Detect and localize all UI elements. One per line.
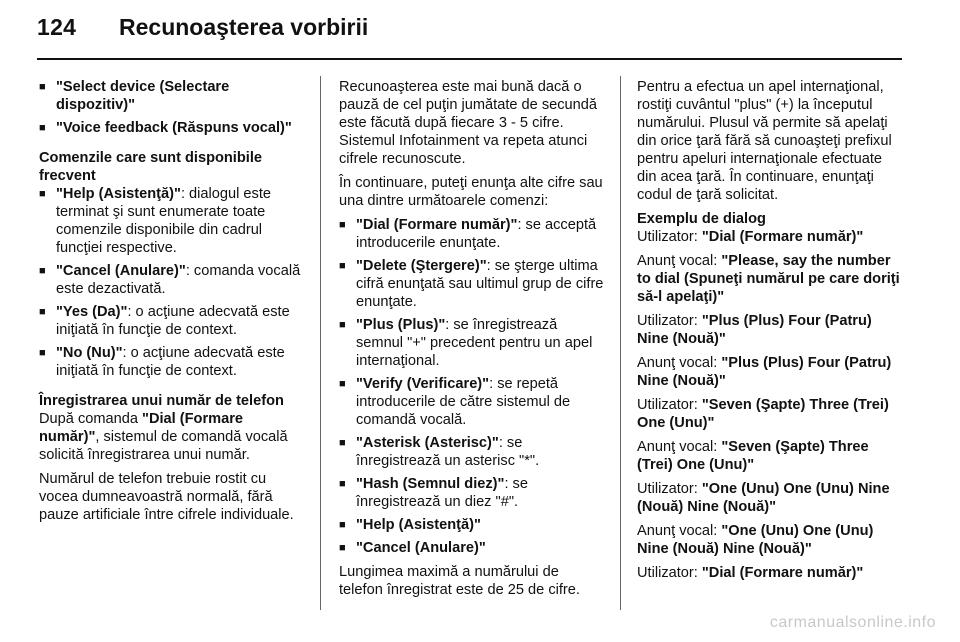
list-item: ■ "Voice feedback (Răspuns vocal)" — [39, 119, 304, 137]
paragraph: După comanda "Dial (Formare număr)", sistemul de comandă vocală solicită înregistrarea unui număr. — [39, 411, 288, 463]
paragraph: Pentru a efectua un apel internaţional, rostiţi cuvântul "plus" (+) la începutul numărului. Plusul vă permite să apelaţi din orice ţară fără să cunoaşteţi prefixul pentru apeluri internaţionale efectuate din acea ţară. În continuare, enunţaţi codul de ţară solicitat. — [637, 79, 892, 203]
dialog-line: Anunţ vocal: "Seven (Şapte) Three (Trei) One (Unu)" — [637, 439, 869, 473]
list-item: ■ "Select device (Selectare dispozitiv)" — [39, 78, 304, 114]
dialog-line: Utilizator: "One (Unu) One (Unu) Nine (Nouă) Nine (Nouă)" — [637, 481, 890, 515]
dialog-line: Anunţ vocal: "One (Unu) One (Unu) Nine (Nouă) Nine (Nouă)" — [637, 523, 874, 557]
number-commands-list — [339, 216, 605, 557]
list-item: ■ "Verify (Verificare)": se repetă introducerile de către sistemul de comandă vocală. — [339, 375, 605, 429]
paragraph: Recunoaşterea este mai bună dacă o pauză de cel puţin jumătate de secundă este făcută după fiecare 3 - 5 cifre. Sistemul Infotainment va repeta atunci cifrele recunoscute. — [339, 79, 598, 167]
list-item: ■ "No (Nu)": o acţiune adecvată este iniţiată în funcţie de context. — [39, 344, 304, 380]
column-3 — [637, 78, 903, 588]
top-bullet-list — [39, 78, 304, 137]
column-divider-1 — [320, 76, 321, 610]
list-item: ■ "Hash (Semnul diez)": se înregistrează un diez "#". — [339, 475, 605, 511]
phone-number-heading: Înregistrarea unui număr de telefon — [39, 393, 284, 409]
column-divider-2 — [620, 76, 621, 610]
list-item: ■ "Help (Asistenţă)" — [339, 516, 605, 534]
dialog-line: Utilizator: "Seven (Şapte) Three (Trei) One (Unu)" — [637, 397, 889, 431]
dialog-line: Utilizator: "Dial (Formare număr)" — [637, 565, 864, 581]
dialog-line: Anunţ vocal: "Please, say the number to dial (Spuneţi numărul pe care doriţi să-l apelaţi)" — [637, 253, 900, 305]
list-item: ■ "Dial (Formare număr)": se acceptă introducerile enunţate. — [339, 216, 605, 252]
list-item: ■ "Cancel (Anulare)": comanda vocală este dezactivată. — [39, 262, 304, 298]
dialog-line: Utilizator: "Dial (Formare număr)" — [637, 229, 864, 245]
page-title: Recunoaşterea vorbirii — [119, 14, 369, 40]
paragraph: Lungimea maximă a numărului de telefon înregistrat este de 25 de cifre. — [339, 564, 580, 598]
column-1 — [39, 78, 304, 530]
list-item: ■ "Plus (Plus)": se înregistrează semnul "+" precedent pentru un apel internaţional. — [339, 316, 605, 370]
common-commands-list — [39, 185, 304, 380]
page-header — [37, 14, 902, 60]
list-item: ■ "Cancel (Anulare)" — [339, 539, 605, 557]
dialog-line: Anunţ vocal: "Plus (Plus) Four (Patru) Nine (Nouă)" — [637, 355, 892, 389]
list-item: ■ "Yes (Da)": o acţiune adecvată este iniţiată în funcţie de context. — [39, 303, 304, 339]
column-2 — [339, 78, 605, 605]
list-item: ■ "Asterisk (Asterisc)": se înregistrează un asterisc "*". — [339, 434, 605, 470]
list-item: ■ "Help (Asistenţă)": dialogul este terminat şi sunt enumerate toate comenzile disponibile din cadrul funcţiei respective. — [39, 185, 304, 257]
dialog-example-heading: Exemplu de dialog — [637, 211, 766, 227]
paragraph: Numărul de telefon trebuie rostit cu vocea dumneavoastră normală, fără pauze artificiale între cifrele individuale. — [39, 471, 294, 523]
commands-heading: Comenzile care sunt disponibile frecvent — [39, 150, 263, 184]
watermark: carmanualsonline.info — [769, 614, 936, 631]
dialog-line: Utilizator: "Plus (Plus) Four (Patru) Nine (Nouă)" — [637, 313, 872, 347]
list-item: ■ "Delete (Ştergere)": se şterge ultima cifră enunţată sau ultimul grup de cifre enunţate. — [339, 257, 605, 311]
page-number: 124 — [37, 14, 77, 40]
paragraph: În continuare, puteţi enunţa alte cifre sau una dintre următoarele comenzi: — [339, 175, 603, 209]
